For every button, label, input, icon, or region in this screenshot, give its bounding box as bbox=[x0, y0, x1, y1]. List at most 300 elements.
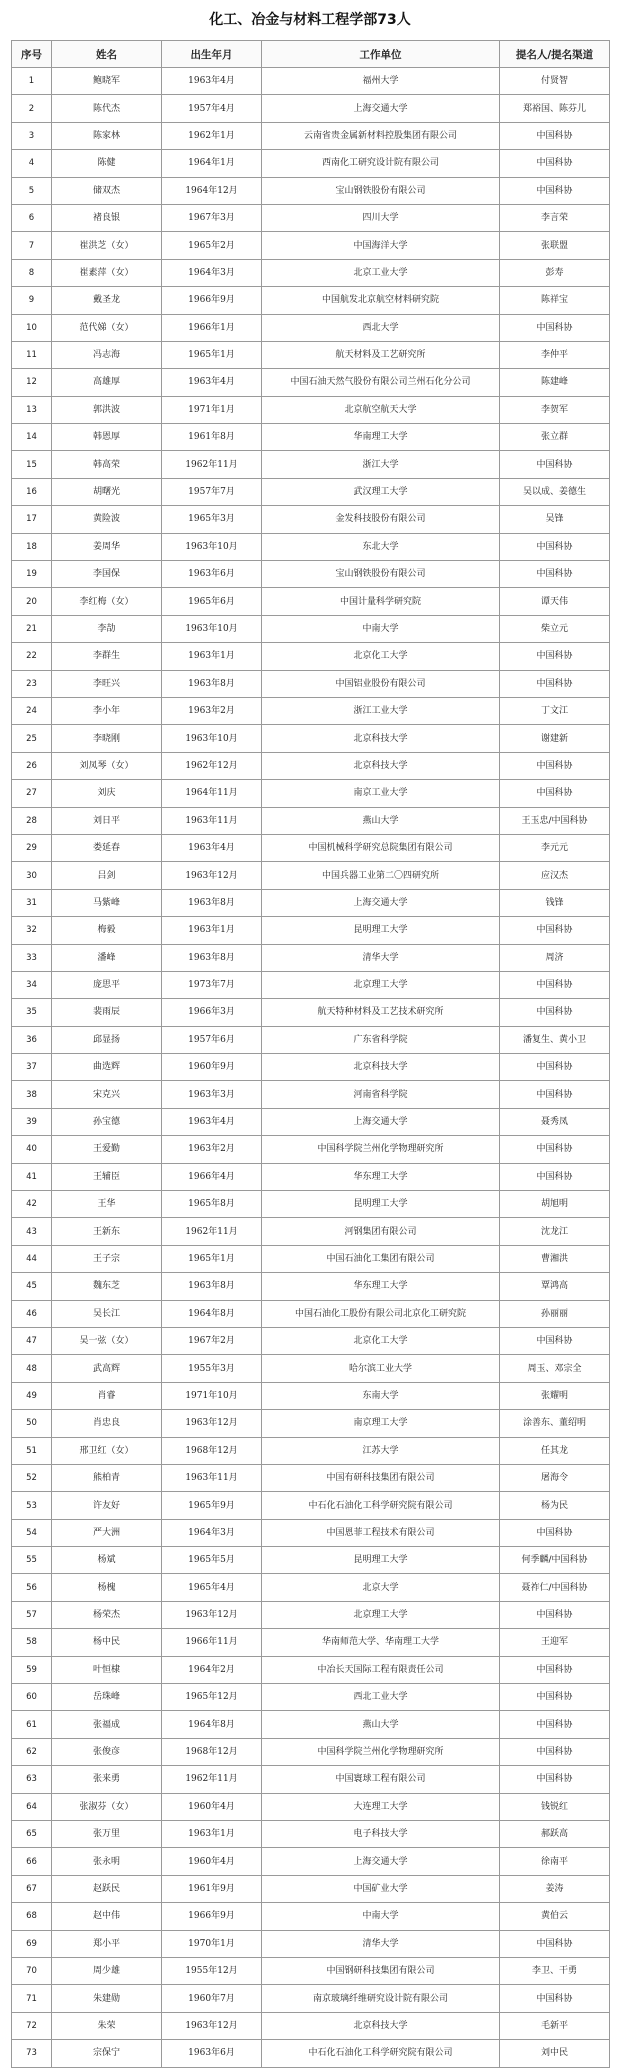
cell-name: 刘庆 bbox=[52, 780, 162, 807]
table-row bbox=[12, 1245, 610, 1272]
table-row bbox=[12, 862, 610, 889]
cell-nominator: 中国科协 bbox=[500, 1711, 610, 1738]
table-row bbox=[12, 1930, 610, 1957]
cell-unit: 浙江工业大学 bbox=[262, 697, 500, 724]
table-row bbox=[12, 369, 610, 396]
cell-nominator: 郝跃高 bbox=[500, 1821, 610, 1848]
cell-unit: 北京科技大学 bbox=[262, 2012, 500, 2039]
cell-name: 魏东芝 bbox=[52, 1273, 162, 1300]
cell-unit: 北京科技大学 bbox=[262, 725, 500, 752]
cell-name: 韩高荣 bbox=[52, 451, 162, 478]
table-row bbox=[12, 1985, 610, 2012]
cell-seq: 40 bbox=[12, 1136, 52, 1163]
cell-unit: 西北工业大学 bbox=[262, 1684, 500, 1711]
cell-birth: 1963年11月 bbox=[162, 1464, 262, 1491]
table-row bbox=[12, 1136, 610, 1163]
table-row bbox=[12, 232, 610, 259]
table-row bbox=[12, 697, 610, 724]
cell-nominator: 彭寿 bbox=[500, 259, 610, 286]
cell-name: 张万里 bbox=[52, 1821, 162, 1848]
cell-nominator: 中国科协 bbox=[500, 1985, 610, 2012]
cell-seq: 3 bbox=[12, 122, 52, 149]
cell-name: 邢卫红（女） bbox=[52, 1437, 162, 1464]
header-unit: 工作单位 bbox=[262, 41, 500, 68]
cell-unit: 宝山钢铁股份有限公司 bbox=[262, 561, 500, 588]
table-row bbox=[12, 1711, 610, 1738]
cell-birth: 1963年11月 bbox=[162, 807, 262, 834]
cell-name: 严大洲 bbox=[52, 1519, 162, 1546]
table-row bbox=[12, 68, 610, 95]
cell-seq: 25 bbox=[12, 725, 52, 752]
cell-nominator: 中国科协 bbox=[500, 533, 610, 560]
cell-seq: 1 bbox=[12, 68, 52, 95]
cell-unit: 河钢集团有限公司 bbox=[262, 1218, 500, 1245]
table-row bbox=[12, 588, 610, 615]
table-row bbox=[12, 1300, 610, 1327]
cell-unit: 中南大学 bbox=[262, 1903, 500, 1930]
table-row bbox=[12, 1492, 610, 1519]
cell-name: 梅毅 bbox=[52, 917, 162, 944]
cell-name: 王新东 bbox=[52, 1218, 162, 1245]
cell-seq: 52 bbox=[12, 1464, 52, 1491]
cell-nominator: 吴锋 bbox=[500, 506, 610, 533]
cell-birth: 1963年4月 bbox=[162, 834, 262, 861]
cell-nominator: 周济 bbox=[500, 944, 610, 971]
cell-birth: 1962年12月 bbox=[162, 752, 262, 779]
cell-seq: 19 bbox=[12, 561, 52, 588]
cell-seq: 56 bbox=[12, 1574, 52, 1601]
cell-birth: 1963年2月 bbox=[162, 1136, 262, 1163]
cell-unit: 燕山大学 bbox=[262, 1711, 500, 1738]
table-row bbox=[12, 1574, 610, 1601]
cell-unit: 福州大学 bbox=[262, 68, 500, 95]
cell-seq: 23 bbox=[12, 670, 52, 697]
table-row bbox=[12, 1437, 610, 1464]
cell-name: 王辅臣 bbox=[52, 1163, 162, 1190]
cell-name: 杨荣杰 bbox=[52, 1601, 162, 1628]
cell-unit: 华东理工大学 bbox=[262, 1273, 500, 1300]
cell-name: 邱显扬 bbox=[52, 1026, 162, 1053]
cell-nominator: 应汉杰 bbox=[500, 862, 610, 889]
cell-nominator: 陈建峰 bbox=[500, 369, 610, 396]
cell-name: 陈家林 bbox=[52, 122, 162, 149]
cell-nominator: 郑裕国、陈芬儿 bbox=[500, 95, 610, 122]
cell-name: 冯志海 bbox=[52, 341, 162, 368]
cell-nominator: 聂秀凤 bbox=[500, 1108, 610, 1135]
cell-birth: 1967年2月 bbox=[162, 1327, 262, 1354]
table-row bbox=[12, 780, 610, 807]
cell-birth: 1963年10月 bbox=[162, 725, 262, 752]
cell-seq: 24 bbox=[12, 697, 52, 724]
cell-nominator: 毛新平 bbox=[500, 2012, 610, 2039]
cell-unit: 浙江大学 bbox=[262, 451, 500, 478]
cell-seq: 55 bbox=[12, 1547, 52, 1574]
cell-seq: 49 bbox=[12, 1382, 52, 1409]
cell-unit: 哈尔滨工业大学 bbox=[262, 1355, 500, 1382]
cell-birth: 1955年12月 bbox=[162, 1957, 262, 1984]
cell-nominator: 中国科协 bbox=[500, 122, 610, 149]
cell-nominator: 谢建新 bbox=[500, 725, 610, 752]
cell-nominator: 李贺军 bbox=[500, 396, 610, 423]
cell-unit: 中冶长天国际工程有限责任公司 bbox=[262, 1656, 500, 1683]
cell-nominator: 中国科协 bbox=[500, 1163, 610, 1190]
cell-birth: 1963年10月 bbox=[162, 615, 262, 642]
table-row bbox=[12, 725, 610, 752]
cell-nominator: 曹湘洪 bbox=[500, 1245, 610, 1272]
cell-unit: 昆明理工大学 bbox=[262, 917, 500, 944]
cell-unit: 大连理工大学 bbox=[262, 1793, 500, 1820]
cell-seq: 66 bbox=[12, 1848, 52, 1875]
cell-unit: 南京玻璃纤维研究设计院有限公司 bbox=[262, 1985, 500, 2012]
cell-nominator: 中国科协 bbox=[500, 643, 610, 670]
table-row bbox=[12, 944, 610, 971]
table-row bbox=[12, 1821, 610, 1848]
cell-seq: 48 bbox=[12, 1355, 52, 1382]
cell-birth: 1963年12月 bbox=[162, 1410, 262, 1437]
cell-birth: 1963年6月 bbox=[162, 2040, 262, 2067]
cell-nominator: 中国科协 bbox=[500, 1930, 610, 1957]
cell-seq: 65 bbox=[12, 1821, 52, 1848]
cell-birth: 1965年1月 bbox=[162, 341, 262, 368]
cell-birth: 1963年12月 bbox=[162, 2012, 262, 2039]
cell-unit: 宝山钢铁股份有限公司 bbox=[262, 177, 500, 204]
cell-seq: 33 bbox=[12, 944, 52, 971]
cell-seq: 61 bbox=[12, 1711, 52, 1738]
table-row bbox=[12, 971, 610, 998]
cell-nominator: 中国科协 bbox=[500, 780, 610, 807]
cell-seq: 60 bbox=[12, 1684, 52, 1711]
cell-seq: 58 bbox=[12, 1629, 52, 1656]
cell-unit: 燕山大学 bbox=[262, 807, 500, 834]
cell-name: 许友好 bbox=[52, 1492, 162, 1519]
table-row bbox=[12, 424, 610, 451]
cell-name: 周少雄 bbox=[52, 1957, 162, 1984]
cell-nominator: 中国科协 bbox=[500, 1684, 610, 1711]
cell-unit: 清华大学 bbox=[262, 1930, 500, 1957]
cell-nominator: 谭天伟 bbox=[500, 588, 610, 615]
cell-name: 王华 bbox=[52, 1191, 162, 1218]
cell-unit: 电子科技大学 bbox=[262, 1821, 500, 1848]
cell-birth: 1957年6月 bbox=[162, 1026, 262, 1053]
table-row bbox=[12, 2012, 610, 2039]
cell-birth: 1961年9月 bbox=[162, 1875, 262, 1902]
cell-name: 娄延春 bbox=[52, 834, 162, 861]
cell-unit: 北京理工大学 bbox=[262, 971, 500, 998]
table-row bbox=[12, 1191, 610, 1218]
cell-birth: 1963年1月 bbox=[162, 917, 262, 944]
cell-birth: 1957年7月 bbox=[162, 478, 262, 505]
cell-nominator: 刘中民 bbox=[500, 2040, 610, 2067]
cell-nominator: 姜涛 bbox=[500, 1875, 610, 1902]
cell-nominator: 付贤智 bbox=[500, 68, 610, 95]
cell-nominator: 覃鸿高 bbox=[500, 1273, 610, 1300]
table-row bbox=[12, 1108, 610, 1135]
cell-seq: 72 bbox=[12, 2012, 52, 2039]
cell-nominator: 中国科协 bbox=[500, 917, 610, 944]
cell-unit: 上海交通大学 bbox=[262, 889, 500, 916]
cell-unit: 四川大学 bbox=[262, 204, 500, 231]
table-row bbox=[12, 1738, 610, 1765]
cell-seq: 2 bbox=[12, 95, 52, 122]
cell-name: 张俊彦 bbox=[52, 1738, 162, 1765]
document-title: 化工、冶金与材料工程学部73人 bbox=[209, 12, 411, 28]
cell-name: 戴圣龙 bbox=[52, 287, 162, 314]
table-row bbox=[12, 287, 610, 314]
cell-seq: 37 bbox=[12, 1054, 52, 1081]
cell-name: 杨中民 bbox=[52, 1629, 162, 1656]
cell-birth: 1964年8月 bbox=[162, 1300, 262, 1327]
cell-nominator: 中国科协 bbox=[500, 150, 610, 177]
cell-seq: 57 bbox=[12, 1601, 52, 1628]
cell-nominator: 柴立元 bbox=[500, 615, 610, 642]
table-row bbox=[12, 1684, 610, 1711]
cell-name: 陈代杰 bbox=[52, 95, 162, 122]
cell-seq: 47 bbox=[12, 1327, 52, 1354]
cell-birth: 1963年8月 bbox=[162, 670, 262, 697]
cell-seq: 12 bbox=[12, 369, 52, 396]
cell-name: 叶恒棣 bbox=[52, 1656, 162, 1683]
cell-unit: 中石化石油化工科学研究院有限公司 bbox=[262, 2040, 500, 2067]
table-row bbox=[12, 807, 610, 834]
cell-birth: 1965年1月 bbox=[162, 1245, 262, 1272]
cell-birth: 1965年9月 bbox=[162, 1492, 262, 1519]
cell-unit: 中国石油天然气股份有限公司兰州石化分公司 bbox=[262, 369, 500, 396]
cell-birth: 1965年2月 bbox=[162, 232, 262, 259]
cell-unit: 华南理工大学 bbox=[262, 424, 500, 451]
header-name: 姓名 bbox=[52, 41, 162, 68]
cell-birth: 1966年3月 bbox=[162, 999, 262, 1026]
cell-unit: 中国石油化工集团有限公司 bbox=[262, 1245, 500, 1272]
cell-unit: 昆明理工大学 bbox=[262, 1191, 500, 1218]
table-row bbox=[12, 999, 610, 1026]
cell-birth: 1960年4月 bbox=[162, 1793, 262, 1820]
cell-nominator: 李言荣 bbox=[500, 204, 610, 231]
cell-birth: 1965年12月 bbox=[162, 1684, 262, 1711]
cell-name: 张淑芬（女） bbox=[52, 1793, 162, 1820]
cell-name: 吴一弦（女） bbox=[52, 1327, 162, 1354]
table-row bbox=[12, 1081, 610, 1108]
header-nominator: 提名人/提名渠道 bbox=[500, 41, 610, 68]
cell-unit: 上海交通大学 bbox=[262, 1848, 500, 1875]
cell-name: 黄险波 bbox=[52, 506, 162, 533]
cell-birth: 1963年6月 bbox=[162, 561, 262, 588]
cell-seq: 21 bbox=[12, 615, 52, 642]
cell-name: 赵中伟 bbox=[52, 1903, 162, 1930]
cell-name: 刘日平 bbox=[52, 807, 162, 834]
cell-unit: 北京工业大学 bbox=[262, 259, 500, 286]
table-row bbox=[12, 1766, 610, 1793]
cell-unit: 东南大学 bbox=[262, 1382, 500, 1409]
cell-nominator: 中国科协 bbox=[500, 999, 610, 1026]
cell-nominator: 中国科协 bbox=[500, 314, 610, 341]
cell-name: 范代娣（女） bbox=[52, 314, 162, 341]
cell-nominator: 钱锋 bbox=[500, 889, 610, 916]
cell-unit: 华东理工大学 bbox=[262, 1163, 500, 1190]
cell-unit: 中国有研科技集团有限公司 bbox=[262, 1464, 500, 1491]
cell-unit: 航天材料及工艺研究所 bbox=[262, 341, 500, 368]
cell-name: 熊柏青 bbox=[52, 1464, 162, 1491]
cell-seq: 69 bbox=[12, 1930, 52, 1957]
cell-name: 李红梅（女） bbox=[52, 588, 162, 615]
cell-unit: 北京化工大学 bbox=[262, 643, 500, 670]
cell-unit: 中国钢研科技集团有限公司 bbox=[262, 1957, 500, 1984]
cell-birth: 1963年1月 bbox=[162, 643, 262, 670]
cell-nominator: 中国科协 bbox=[500, 752, 610, 779]
table-row bbox=[12, 1382, 610, 1409]
cell-birth: 1966年11月 bbox=[162, 1629, 262, 1656]
cell-unit: 北京科技大学 bbox=[262, 752, 500, 779]
cell-birth: 1963年12月 bbox=[162, 862, 262, 889]
cell-unit: 航天特种材料及工艺技术研究所 bbox=[262, 999, 500, 1026]
cell-nominator: 王玉忠/中国科协 bbox=[500, 807, 610, 834]
cell-birth: 1955年3月 bbox=[162, 1355, 262, 1382]
cell-name: 杨斌 bbox=[52, 1547, 162, 1574]
table-row bbox=[12, 1903, 610, 1930]
header-birth: 出生年月 bbox=[162, 41, 262, 68]
cell-nominator: 李卫、干勇 bbox=[500, 1957, 610, 1984]
cell-birth: 1963年4月 bbox=[162, 1108, 262, 1135]
cell-unit: 北京化工大学 bbox=[262, 1327, 500, 1354]
cell-unit: 上海交通大学 bbox=[262, 95, 500, 122]
cell-unit: 金发科技股份有限公司 bbox=[262, 506, 500, 533]
cell-name: 郭洪波 bbox=[52, 396, 162, 423]
cell-name: 马紫峰 bbox=[52, 889, 162, 916]
cell-name: 崔洪芝（女） bbox=[52, 232, 162, 259]
cell-unit: 北京理工大学 bbox=[262, 1601, 500, 1628]
table-row bbox=[12, 396, 610, 423]
table-row bbox=[12, 561, 610, 588]
table-row bbox=[12, 1054, 610, 1081]
cell-birth: 1964年12月 bbox=[162, 177, 262, 204]
cell-name: 武高辉 bbox=[52, 1355, 162, 1382]
cell-seq: 8 bbox=[12, 259, 52, 286]
cell-seq: 7 bbox=[12, 232, 52, 259]
cell-unit: 中国计量科学研究院 bbox=[262, 588, 500, 615]
cell-unit: 中国恩菲工程技术有限公司 bbox=[262, 1519, 500, 1546]
cell-seq: 62 bbox=[12, 1738, 52, 1765]
cell-birth: 1962年11月 bbox=[162, 1766, 262, 1793]
cell-nominator: 中国科协 bbox=[500, 1136, 610, 1163]
cell-name: 肖忠良 bbox=[52, 1410, 162, 1437]
table-row bbox=[12, 259, 610, 286]
cell-nominator: 何季麟/中国科协 bbox=[500, 1547, 610, 1574]
cell-nominator: 任其龙 bbox=[500, 1437, 610, 1464]
cell-seq: 64 bbox=[12, 1793, 52, 1820]
table-row bbox=[12, 533, 610, 560]
table-row bbox=[12, 752, 610, 779]
cell-birth: 1960年4月 bbox=[162, 1848, 262, 1875]
cell-unit: 清华大学 bbox=[262, 944, 500, 971]
cell-birth: 1971年10月 bbox=[162, 1382, 262, 1409]
cell-name: 陈健 bbox=[52, 150, 162, 177]
cell-name: 褚良银 bbox=[52, 204, 162, 231]
cell-name: 宋克兴 bbox=[52, 1081, 162, 1108]
cell-nominator: 黄伯云 bbox=[500, 1903, 610, 1930]
cell-name: 高雄厚 bbox=[52, 369, 162, 396]
cell-nominator: 中国科协 bbox=[500, 1081, 610, 1108]
cell-unit: 河南省科学院 bbox=[262, 1081, 500, 1108]
cell-seq: 41 bbox=[12, 1163, 52, 1190]
table-row bbox=[12, 1519, 610, 1546]
cell-seq: 16 bbox=[12, 478, 52, 505]
cell-name: 孙宝德 bbox=[52, 1108, 162, 1135]
cell-birth: 1963年12月 bbox=[162, 1601, 262, 1628]
cell-name: 姜周华 bbox=[52, 533, 162, 560]
cell-unit: 中国兵器工业第二〇四研究所 bbox=[262, 862, 500, 889]
cell-nominator: 中国科协 bbox=[500, 670, 610, 697]
cell-nominator: 中国科协 bbox=[500, 1054, 610, 1081]
cell-seq: 39 bbox=[12, 1108, 52, 1135]
cell-nominator: 杨为民 bbox=[500, 1492, 610, 1519]
cell-name: 储双杰 bbox=[52, 177, 162, 204]
cell-unit: 中国铝业股份有限公司 bbox=[262, 670, 500, 697]
cell-name: 杨槐 bbox=[52, 1574, 162, 1601]
cell-birth: 1970年1月 bbox=[162, 1930, 262, 1957]
cell-nominator: 沈龙江 bbox=[500, 1218, 610, 1245]
cell-nominator: 徐南平 bbox=[500, 1848, 610, 1875]
cell-name: 胡曙光 bbox=[52, 478, 162, 505]
cell-seq: 63 bbox=[12, 1766, 52, 1793]
cell-seq: 27 bbox=[12, 780, 52, 807]
cell-seq: 35 bbox=[12, 999, 52, 1026]
cell-nominator: 张联盟 bbox=[500, 232, 610, 259]
cell-seq: 42 bbox=[12, 1191, 52, 1218]
table-row bbox=[12, 1656, 610, 1683]
cell-name: 赵跃民 bbox=[52, 1875, 162, 1902]
cell-nominator: 屠海令 bbox=[500, 1464, 610, 1491]
cell-seq: 67 bbox=[12, 1875, 52, 1902]
cell-unit: 北京航空航天大学 bbox=[262, 396, 500, 423]
cell-nominator: 中国科协 bbox=[500, 1327, 610, 1354]
table-row bbox=[12, 150, 610, 177]
cell-seq: 38 bbox=[12, 1081, 52, 1108]
cell-unit: 昆明理工大学 bbox=[262, 1547, 500, 1574]
cell-birth: 1966年9月 bbox=[162, 287, 262, 314]
table-row bbox=[12, 1218, 610, 1245]
cell-nominator: 中国科协 bbox=[500, 1601, 610, 1628]
cell-unit: 西北大学 bbox=[262, 314, 500, 341]
table-row bbox=[12, 1629, 610, 1656]
cell-seq: 50 bbox=[12, 1410, 52, 1437]
cell-unit: 江苏大学 bbox=[262, 1437, 500, 1464]
cell-name: 李晓刚 bbox=[52, 725, 162, 752]
cell-name: 曲选辉 bbox=[52, 1054, 162, 1081]
cell-seq: 6 bbox=[12, 204, 52, 231]
table-row bbox=[12, 1355, 610, 1382]
cell-seq: 9 bbox=[12, 287, 52, 314]
cell-name: 李国保 bbox=[52, 561, 162, 588]
table-row bbox=[12, 122, 610, 149]
cell-seq: 26 bbox=[12, 752, 52, 779]
cell-name: 张永明 bbox=[52, 1848, 162, 1875]
cell-seq: 30 bbox=[12, 862, 52, 889]
cell-seq: 45 bbox=[12, 1273, 52, 1300]
cell-name: 李群生 bbox=[52, 643, 162, 670]
cell-birth: 1965年4月 bbox=[162, 1574, 262, 1601]
cell-birth: 1966年9月 bbox=[162, 1903, 262, 1930]
table-row bbox=[12, 1410, 610, 1437]
cell-birth: 1964年1月 bbox=[162, 150, 262, 177]
header-row bbox=[12, 41, 610, 68]
cell-name: 李旺兴 bbox=[52, 670, 162, 697]
cell-name: 宗保宁 bbox=[52, 2040, 162, 2067]
cell-birth: 1963年4月 bbox=[162, 369, 262, 396]
table-row bbox=[12, 1327, 610, 1354]
cell-nominator: 周玉、邓宗全 bbox=[500, 1355, 610, 1382]
cell-birth: 1963年1月 bbox=[162, 1821, 262, 1848]
cell-seq: 17 bbox=[12, 506, 52, 533]
cell-birth: 1968年12月 bbox=[162, 1738, 262, 1765]
